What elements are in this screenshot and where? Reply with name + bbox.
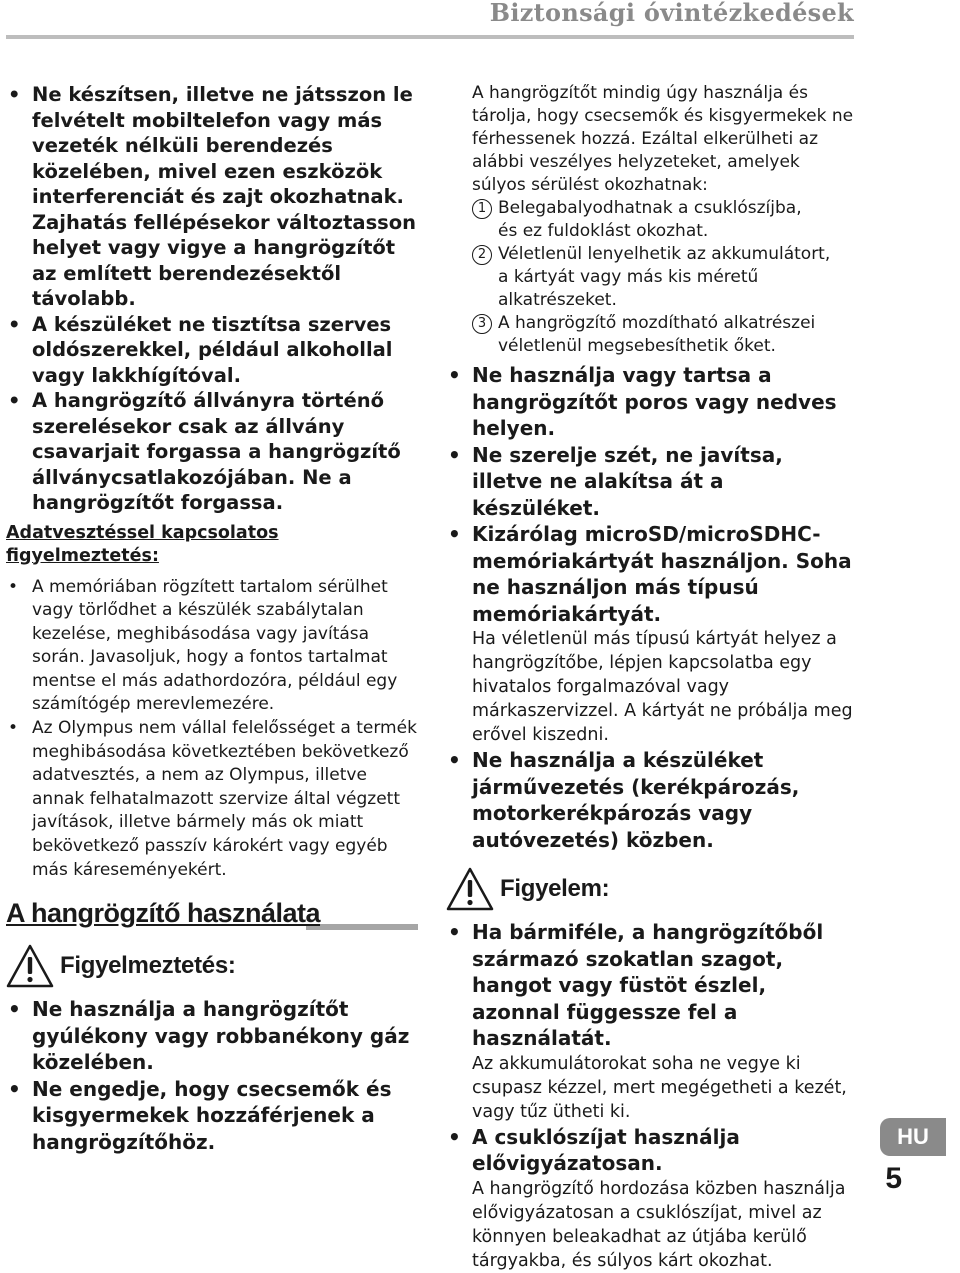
numbered-text: A hangrögzítő mozdítható alkatrészei (498, 313, 816, 333)
list-item-text: Ha bármiféle, a hangrögzítőből származó szokatlan szagot, hangot vagy füstöt észlel, azonnal függessze fel a használatát. (472, 920, 824, 1050)
header-rule (6, 35, 854, 39)
list-item: • A készüléket ne tisztítsa szerves oldószerekkel, például alkohollal vagy lakkhígítóval. (6, 312, 418, 389)
right-column (446, 82, 856, 1273)
warning-triangle-icon (6, 944, 54, 988)
list-item: • Ne készítsen, illetve ne játsszon le felvételt mobiltelefon vagy más vezeték nélküli berendezés közelében, mivel ezen eszközök interferenciát és zajt okozhatnak. Zajhatás fellépésekor változtasson helyet vagy vigye a hangrögzítőt az említett berendezésektől távolabb. (6, 82, 418, 312)
list-item-text: A csuklószíjat használja elővigyázatosan. (472, 1124, 740, 1175)
warning-list (6, 996, 418, 1155)
left-column (6, 82, 418, 1155)
card-note: Ha véletlenül más típusú kártyát helyez a hangrögzítőbe, lépjen kapcsolatba egy hivatalos forgalmazóval vagy márkaszervizzel. A kártyát ne próbálja meg erővel kiszedni. (472, 629, 853, 745)
numbered-text: Véletlenül lenyelhetik az akkumulátort, (498, 244, 831, 264)
numbered-text: Belegabalyodhatnak a csuklószíjba, (498, 198, 802, 218)
numbered-continuation: véletlenül megsebesíthetik őket. (498, 336, 776, 356)
warning-heading (6, 944, 418, 988)
caution-heading (446, 867, 856, 911)
list-item: • Ne használja a hangrögzítőt gyúlékony vagy robbanékony gáz közelében. (6, 996, 418, 1076)
list-item: • A hangrögzítő állványra történő szerelésekor csak az állvány csavarjait forgassa a hangrögzítő állványcsatlakozójában. Ne a hangrögzítőt forgassa. (6, 388, 418, 516)
usage-section-title: A hangrögzítő használata (6, 898, 321, 929)
numbered-continuation: és ez fuldoklást okozhat. (498, 221, 709, 241)
children-intro: A hangrögzítőt mindig úgy használja és tárolja, hogy csecsemők és kisgyermekek ne férhessenek hozzá. Ezáltal elkerülheti az alábbi veszélyes helyzeteket, amelyek súlyos sérülést okozhatnak: (472, 83, 854, 195)
list-item: • A memóriában rögzített tartalom sérülhet vagy törlődhet a készülék szabálytalan kezelése, meghibásodása vagy javítása során. Javasoljuk, hogy a fontos tartalmat mentse el más adathordozóra, például egy számítógép merevlemezére. (6, 576, 418, 718)
list-item-detail: Az akkumulátorokat soha ne vegye ki csupasz kézzel, mert megégetheti a kezét, vagy tűz ütheti ki. (472, 1053, 847, 1122)
list-item-text: Kizárólag microSD/microSDHC-memóriakártyát használjon. Soha ne használjon más típusú memóriakártyát. (472, 522, 852, 626)
page-header-title: Biztonsági óvintézkedések (489, 0, 854, 27)
list-item: • Ne használja a készüléket járművezetés (kerékpározás, motorkerékpározás vagy autóvezetés) közben. (446, 747, 856, 853)
section-rule (306, 924, 418, 930)
warning-triangle-icon (446, 867, 494, 911)
circled-number: 3 (472, 314, 492, 334)
list-item (446, 521, 856, 747)
list-item: • Az Olympus nem vállal felelősséget a termék meghibásodása következtében bekövetkező adatvesztés, a nem az Olympus, illetve annak felhatalmazott szervize által végzett javítások, illetve bármely más ok miatt bekövetkező passzív károkért vagy egyéb más káreseményekért. (6, 717, 418, 882)
numbered-item (472, 197, 856, 220)
language-tab: HU (880, 1118, 946, 1156)
list-item (446, 919, 856, 1124)
numbered-item (472, 243, 856, 266)
list-item: • Ne használja vagy tartsa a hangrögzítőt poros vagy nedves helyen. (446, 362, 856, 442)
list-item-detail: A hangrögzítő hordozása közben használja elővigyázatosan a csuklószíjat, mivel az könnyen beleakadhat az útjába kerülő tárgyakba, és súlyos kárt okozhat. (472, 1178, 846, 1271)
list-item: • Ne engedje, hogy csecsemők és kisgyermekek hozzáférjenek a hangrögzítőhöz. (6, 1076, 418, 1156)
caution-label: Figyelem: (500, 875, 610, 902)
numbered-continuation: a kártyát vagy más kis méretű alkatrészeket. (498, 267, 759, 310)
caution-list (446, 919, 856, 1273)
numbered-item (472, 312, 856, 335)
circled-number: 1 (472, 199, 492, 219)
list-item: • Ne szerelje szét, ne javítsa, illetve ne alakítsa át a készüléket. (446, 442, 856, 522)
circled-number: 2 (472, 245, 492, 265)
warning-label: Figyelmeztetés: (60, 952, 236, 980)
data-loss-list (6, 576, 418, 883)
numbered-hazards (446, 197, 856, 358)
right-precautions-list (446, 362, 856, 853)
list-item (446, 1124, 856, 1273)
top-precautions-list (6, 82, 418, 516)
data-loss-heading: Adatvesztéssel kapcsolatos figyelmeztetés: (6, 522, 279, 566)
page-number: 5 (885, 1162, 902, 1195)
